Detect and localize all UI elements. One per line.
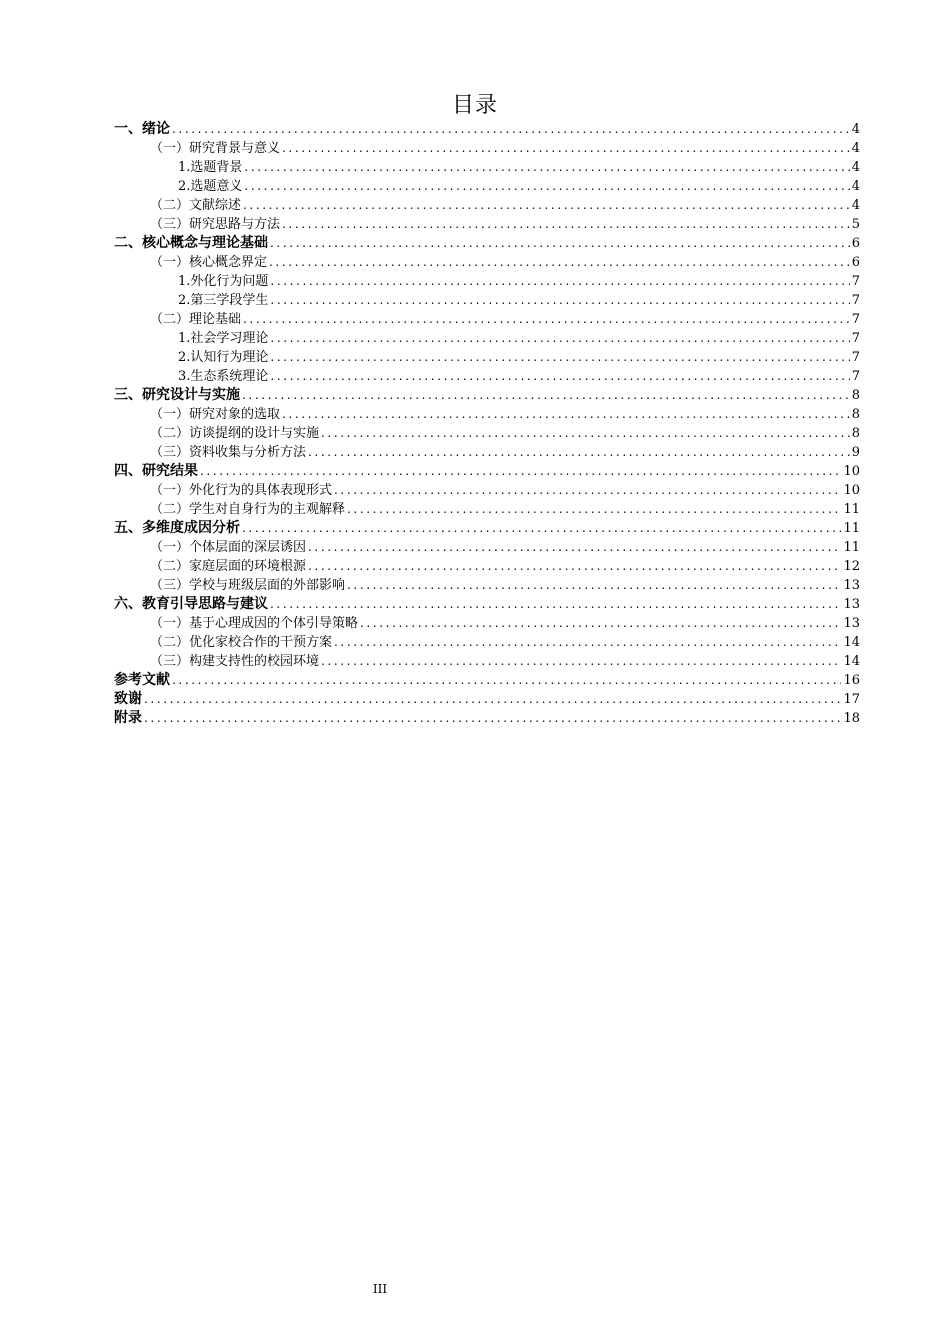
- table-of-contents: [114, 120, 860, 728]
- toc-dot-leader: [200, 462, 841, 481]
- toc-dot-leader: [144, 709, 841, 728]
- toc-entry-title: （二）访谈提纲的设计与实施: [150, 426, 320, 441]
- toc-entry-title: 五、多维度成因分析: [114, 520, 240, 536]
- toc-entry-level-2[interactable]: [114, 614, 860, 633]
- toc-entry-title: （三）构建支持性的校园环境: [150, 654, 320, 669]
- toc-entry-level-1[interactable]: [114, 234, 860, 253]
- toc-entry-title: 2.选题意义: [178, 179, 243, 194]
- toc-entry-level-3[interactable]: [114, 291, 860, 310]
- toc-entry-title: （一）研究对象的选取: [150, 407, 281, 422]
- toc-dot-leader: [172, 120, 850, 139]
- toc-dot-leader: [270, 367, 849, 386]
- toc-entry-title: 二、核心概念与理论基础: [114, 235, 268, 251]
- toc-entry-level-2[interactable]: [114, 139, 860, 158]
- toc-dot-leader: [270, 291, 849, 310]
- toc-dot-leader: [269, 253, 850, 272]
- toc-dot-leader: [244, 177, 849, 196]
- toc-dot-leader: [360, 614, 841, 633]
- toc-entry-page-number: 4: [851, 160, 860, 175]
- toc-dot-leader: [334, 633, 841, 652]
- toc-entry-page-number: 11: [843, 540, 860, 555]
- toc-entry-title: 3.生态系统理论: [178, 369, 269, 384]
- toc-entry-title: 参考文献: [114, 672, 170, 688]
- toc-dot-leader: [270, 348, 849, 367]
- toc-entry-title: （二）理论基础: [150, 312, 242, 327]
- page-number-footer: III: [372, 1282, 388, 1296]
- toc-entry-title: 1.社会学习理论: [178, 331, 269, 346]
- toc-entry-page-number: 8: [851, 388, 860, 403]
- toc-entry-level-2[interactable]: [114, 633, 860, 652]
- toc-entry-level-2[interactable]: [114, 215, 860, 234]
- toc-dot-leader: [282, 405, 850, 424]
- toc-entry-page-number: 13: [843, 616, 860, 631]
- toc-dot-leader: [270, 234, 850, 253]
- toc-dot-leader: [334, 481, 841, 500]
- toc-entry-title: 1.外化行为问题: [178, 274, 269, 289]
- toc-entry-title: 一、绪论: [114, 121, 170, 137]
- toc-entry-level-1[interactable]: [114, 120, 860, 139]
- toc-dot-leader: [270, 272, 849, 291]
- toc-entry-page-number: 9: [851, 445, 860, 460]
- toc-dot-leader: [282, 139, 850, 158]
- toc-entry-page-number: 5: [851, 217, 860, 232]
- toc-entry-level-3[interactable]: [114, 329, 860, 348]
- toc-entry-level-2[interactable]: [114, 405, 860, 424]
- toc-entry-title: （二）学生对自身行为的主观解释: [150, 502, 346, 517]
- toc-entry-page-number: 10: [843, 483, 860, 498]
- toc-entry-title: 三、研究设计与实施: [114, 387, 240, 403]
- toc-entry-level-2[interactable]: [114, 424, 860, 443]
- toc-entry-page-number: 7: [851, 274, 860, 289]
- toc-entry-title: 1.选题背景: [178, 160, 243, 175]
- toc-entry-level-1[interactable]: [114, 595, 860, 614]
- toc-entry-title: （二）文献综述: [150, 198, 242, 213]
- toc-entry-page-number: 8: [851, 407, 860, 422]
- toc-entry-level-1[interactable]: [114, 671, 860, 690]
- toc-entry-level-1[interactable]: [114, 690, 860, 709]
- toc-entry-title: 附录: [114, 710, 142, 726]
- toc-entry-page-number: 8: [851, 426, 860, 441]
- toc-entry-page-number: 13: [843, 578, 860, 593]
- toc-entry-page-number: 7: [851, 331, 860, 346]
- toc-entry-page-number: 10: [843, 464, 860, 479]
- toc-entry-page-number: 14: [843, 635, 860, 650]
- toc-entry-page-number: 16: [843, 673, 860, 688]
- toc-entry-page-number: 14: [843, 654, 860, 669]
- toc-entry-level-1[interactable]: [114, 462, 860, 481]
- toc-dot-leader: [321, 652, 841, 671]
- toc-dot-leader: [270, 329, 849, 348]
- toc-dot-leader: [282, 215, 850, 234]
- page-title: 目录: [451, 93, 498, 118]
- toc-entry-page-number: 6: [851, 255, 860, 270]
- toc-entry-level-1[interactable]: [114, 386, 860, 405]
- toc-entry-level-2[interactable]: [114, 310, 860, 329]
- toc-dot-leader: [244, 158, 849, 177]
- toc-entry-level-2[interactable]: [114, 557, 860, 576]
- toc-entry-level-2[interactable]: [114, 500, 860, 519]
- toc-dot-leader: [308, 557, 841, 576]
- toc-dot-leader: [308, 443, 850, 462]
- toc-entry-title: 2.第三学段学生: [178, 293, 269, 308]
- toc-entry-title: （一）核心概念界定: [150, 255, 268, 270]
- toc-entry-page-number: 4: [851, 198, 860, 213]
- toc-entry-level-3[interactable]: [114, 177, 860, 196]
- toc-entry-title: 2.认知行为理论: [178, 350, 269, 365]
- toc-entry-level-3[interactable]: [114, 158, 860, 177]
- toc-entry-title: （三）资料收集与分析方法: [150, 445, 307, 460]
- toc-dot-leader: [242, 519, 841, 538]
- toc-entry-title: （一）外化行为的具体表现形式: [150, 483, 333, 498]
- toc-entry-level-2[interactable]: [114, 253, 860, 272]
- toc-dot-leader: [243, 196, 850, 215]
- toc-entry-level-3[interactable]: [114, 367, 860, 386]
- toc-entry-page-number: 17: [843, 692, 860, 707]
- toc-entry-page-number: 7: [851, 350, 860, 365]
- toc-entry-title: 致谢: [114, 691, 142, 707]
- toc-entry-level-3[interactable]: [114, 272, 860, 291]
- toc-entry-title: （三）学校与班级层面的外部影响: [150, 578, 346, 593]
- toc-entry-level-1[interactable]: [114, 709, 860, 728]
- toc-entry-level-3[interactable]: [114, 348, 860, 367]
- toc-entry-page-number: 6: [851, 236, 860, 251]
- toc-entry-level-2[interactable]: [114, 538, 860, 557]
- toc-entry-page-number: 4: [851, 122, 860, 137]
- toc-entry-page-number: 18: [843, 711, 860, 726]
- toc-entry-title: （一）基于心理成因的个体引导策略: [150, 616, 359, 631]
- toc-entry-page-number: 7: [851, 293, 860, 308]
- toc-entry-level-1[interactable]: [114, 519, 860, 538]
- toc-entry-page-number: 4: [851, 179, 860, 194]
- toc-dot-leader: [347, 576, 841, 595]
- toc-dot-leader: [242, 386, 850, 405]
- toc-entry-title: （一）个体层面的深层诱因: [150, 540, 307, 555]
- toc-dot-leader: [243, 310, 850, 329]
- toc-entry-page-number: 13: [843, 597, 860, 612]
- toc-entry-page-number: 11: [843, 502, 860, 517]
- toc-entry-level-2[interactable]: [114, 576, 860, 595]
- toc-dot-leader: [144, 690, 841, 709]
- toc-entry-level-2[interactable]: [114, 481, 860, 500]
- toc-entry-level-2[interactable]: [114, 652, 860, 671]
- toc-dot-leader: [270, 595, 841, 614]
- toc-entry-title: （一）研究背景与意义: [150, 141, 281, 156]
- toc-entry-page-number: 7: [851, 369, 860, 384]
- toc-entry-level-2[interactable]: [114, 196, 860, 215]
- toc-entry-title: 六、教育引导思路与建议: [114, 596, 268, 612]
- toc-dot-leader: [321, 424, 850, 443]
- toc-entry-title: （二）家庭层面的环境根源: [150, 559, 307, 574]
- toc-entry-title: 四、研究结果: [114, 463, 198, 479]
- toc-dot-leader: [347, 500, 841, 519]
- toc-dot-leader: [308, 538, 841, 557]
- toc-entry-level-2[interactable]: [114, 443, 860, 462]
- toc-entry-page-number: 12: [843, 559, 860, 574]
- toc-entry-page-number: 4: [851, 141, 860, 156]
- toc-entry-page-number: 11: [843, 521, 860, 536]
- toc-dot-leader: [172, 671, 841, 690]
- toc-entry-title: （三）研究思路与方法: [150, 217, 281, 232]
- toc-entry-page-number: 7: [851, 312, 860, 327]
- toc-entry-title: （二）优化家校合作的干预方案: [150, 635, 333, 650]
